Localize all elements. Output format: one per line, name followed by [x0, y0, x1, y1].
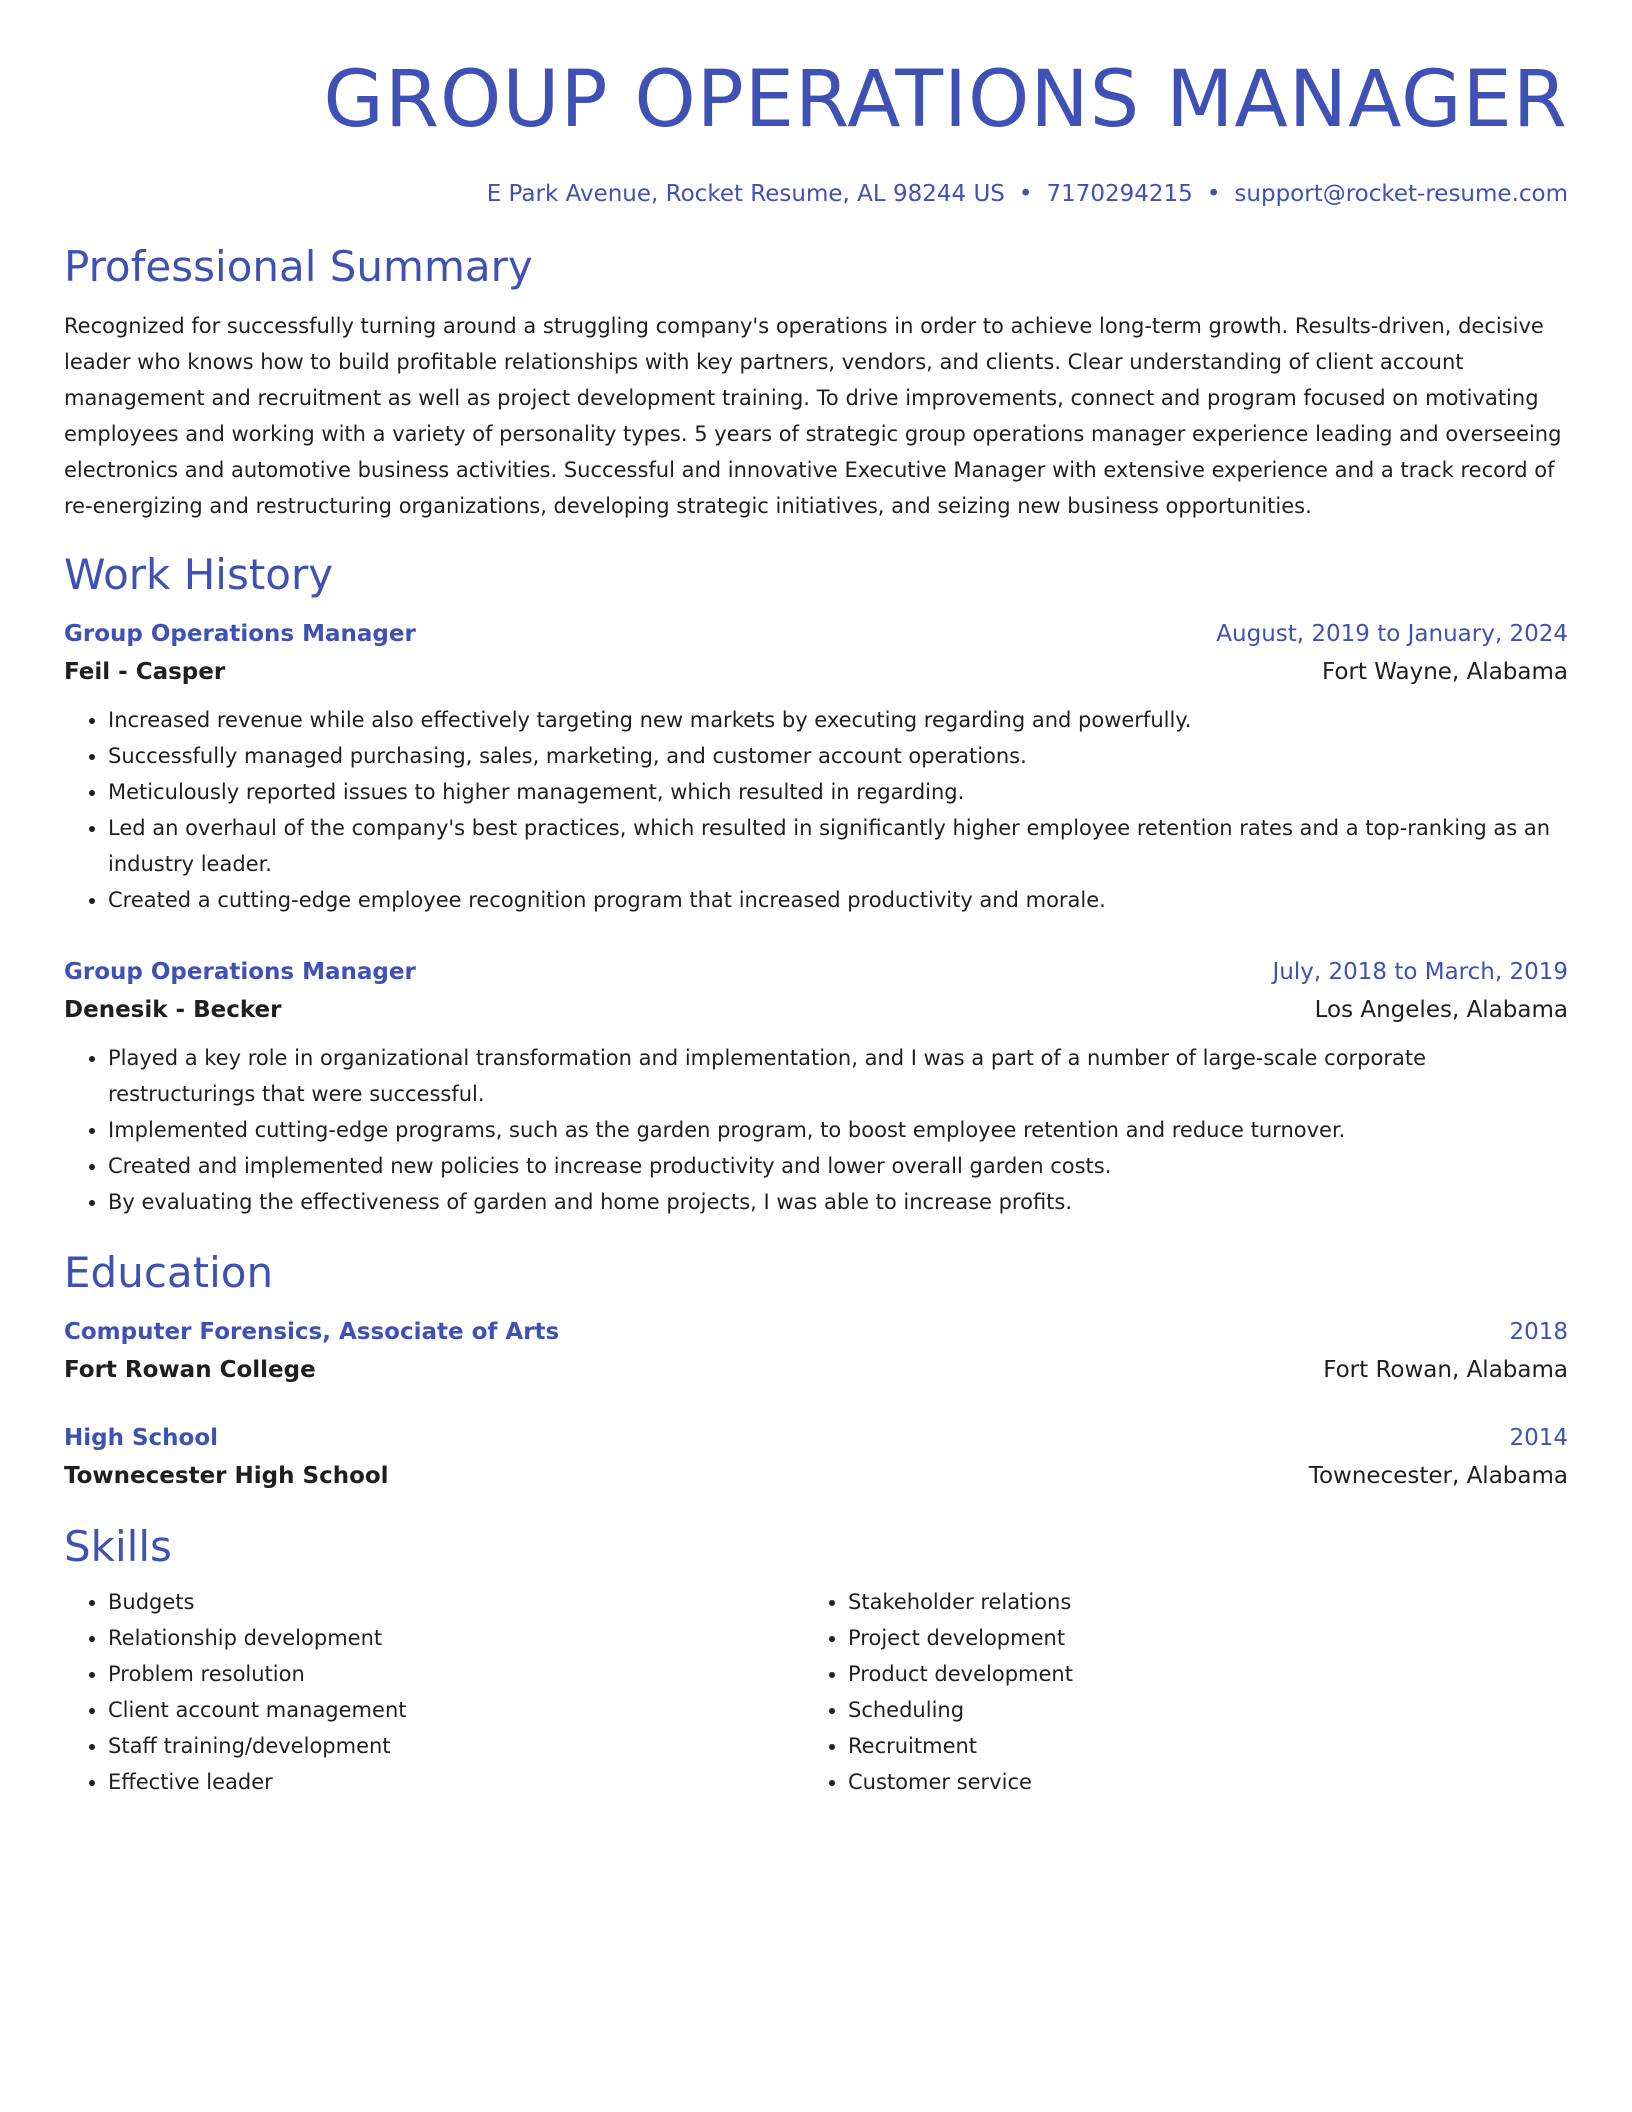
skill-item: • Product development: [848, 1656, 1544, 1692]
skill-item: • Relationship development: [108, 1620, 804, 1656]
skills-list: [64, 1584, 1568, 1800]
education-entry: [64, 1314, 1568, 1390]
job-dates: July, 2018 to March, 2019: [1272, 959, 1568, 985]
skill-item: • Customer service: [848, 1764, 1544, 1800]
education-heading: Education: [64, 1248, 274, 1297]
job-bullet: • Led an overhaul of the company's best practices, which resulted in significantly higher employee retention rates and a top-ranking as an industry leader.: [108, 810, 1568, 882]
contact-address: E Park Avenue, Rocket Resume, AL 98244 US: [486, 181, 1005, 207]
job-location: Fort Wayne, Alabama: [1321, 659, 1568, 685]
job-bullet: • Created a cutting-edge employee recognition program that increased productivity and morale.: [108, 882, 1568, 918]
skill-item: • Budgets: [108, 1584, 804, 1620]
job-bullet: • Successfully managed purchasing, sales, marketing, and customer account operations.: [108, 738, 1568, 774]
job-bullet: • Implemented cutting-edge programs, such as the garden program, to boost employee retention and reduce turnover.: [108, 1112, 1568, 1148]
contact-email: support@rocket-resume.com: [1234, 181, 1568, 207]
job-bullet: • By evaluating the effectiveness of garden and home projects, I was able to increase profits.: [108, 1184, 1568, 1220]
school-name: Fort Rowan College: [64, 1357, 316, 1383]
skill-item: • Client account management: [108, 1692, 804, 1728]
job-dates: August, 2019 to January, 2024: [1216, 621, 1568, 647]
skill-item: • Problem resolution: [108, 1656, 804, 1692]
skill-item: • Scheduling: [848, 1692, 1544, 1728]
job-company: Feil - Casper: [64, 659, 226, 685]
school-name: Townecester High School: [64, 1463, 389, 1489]
work-history-heading: Work History: [64, 550, 334, 599]
job-title: Group Operations Manager: [64, 621, 416, 647]
job-bullet: • Created and implemented new policies to increase productivity and lower overall garden costs.: [108, 1148, 1568, 1184]
job-title: Group Operations Manager: [64, 959, 416, 985]
degree-title: Computer Forensics, Associate of Arts: [64, 1319, 560, 1345]
job-entry: [64, 616, 1568, 918]
resume-header: [64, 52, 1568, 210]
skills-column-left: [64, 1584, 804, 1800]
job-bullet: • Played a key role in organizational transformation and implementation, and I was a part of a number of large-scale corporate restructurings that were successful.: [108, 1040, 1568, 1112]
skills-heading: Skills: [64, 1522, 172, 1571]
contact-separator: •: [1206, 181, 1221, 207]
school-location: Fort Rowan, Alabama: [1323, 1357, 1568, 1383]
job-company: Denesik - Becker: [64, 997, 282, 1023]
summary-heading: Professional Summary: [64, 242, 533, 291]
contact-separator: •: [1018, 181, 1033, 207]
job-bullets: [64, 702, 1568, 918]
skill-item: • Stakeholder relations: [848, 1584, 1544, 1620]
summary-text: Recognized for successfully turning around a struggling company's operations in order to achieve long-term growth. Results-driven, decisive leader who knows how to build profitable relationships with key partners, vendors, and clients. Clear understanding of client account management and recruitment as well as project development training. To drive improvements, connect and program focused on motivating employees and working with a variety of personality types. 5 years of strategic group operations manager experience leading and overseeing electronics and automotive business activities. Successful and innovative Executive Manager with extensive experience and a track record of re-energizing and restructuring organizations, developing strategic initiatives, and seizing new business opportunities.: [64, 314, 1562, 518]
contact-line: [64, 178, 1568, 210]
job-entry: [64, 954, 1568, 1220]
job-location: Los Angeles, Alabama: [1314, 997, 1568, 1023]
skills-column-right: [804, 1584, 1544, 1800]
job-bullets: [64, 1040, 1568, 1220]
graduation-year: 2018: [1509, 1319, 1568, 1345]
school-location: Townecester, Alabama: [1308, 1463, 1568, 1489]
skill-item: • Recruitment: [848, 1728, 1544, 1764]
skill-item: • Project development: [848, 1620, 1544, 1656]
contact-phone: 7170294215: [1046, 181, 1193, 207]
candidate-name: GROUP OPERATIONS MANAGER: [323, 55, 1568, 145]
education-entry: [64, 1420, 1568, 1496]
job-bullet: • Increased revenue while also effectively targeting new markets by executing regarding and powerfully.: [108, 702, 1568, 738]
job-bullet: • Meticulously reported issues to higher management, which resulted in regarding.: [108, 774, 1568, 810]
skill-item: • Staff training/development: [108, 1728, 804, 1764]
graduation-year: 2014: [1509, 1425, 1568, 1451]
skill-item: • Effective leader: [108, 1764, 804, 1800]
degree-title: High School: [64, 1425, 219, 1451]
